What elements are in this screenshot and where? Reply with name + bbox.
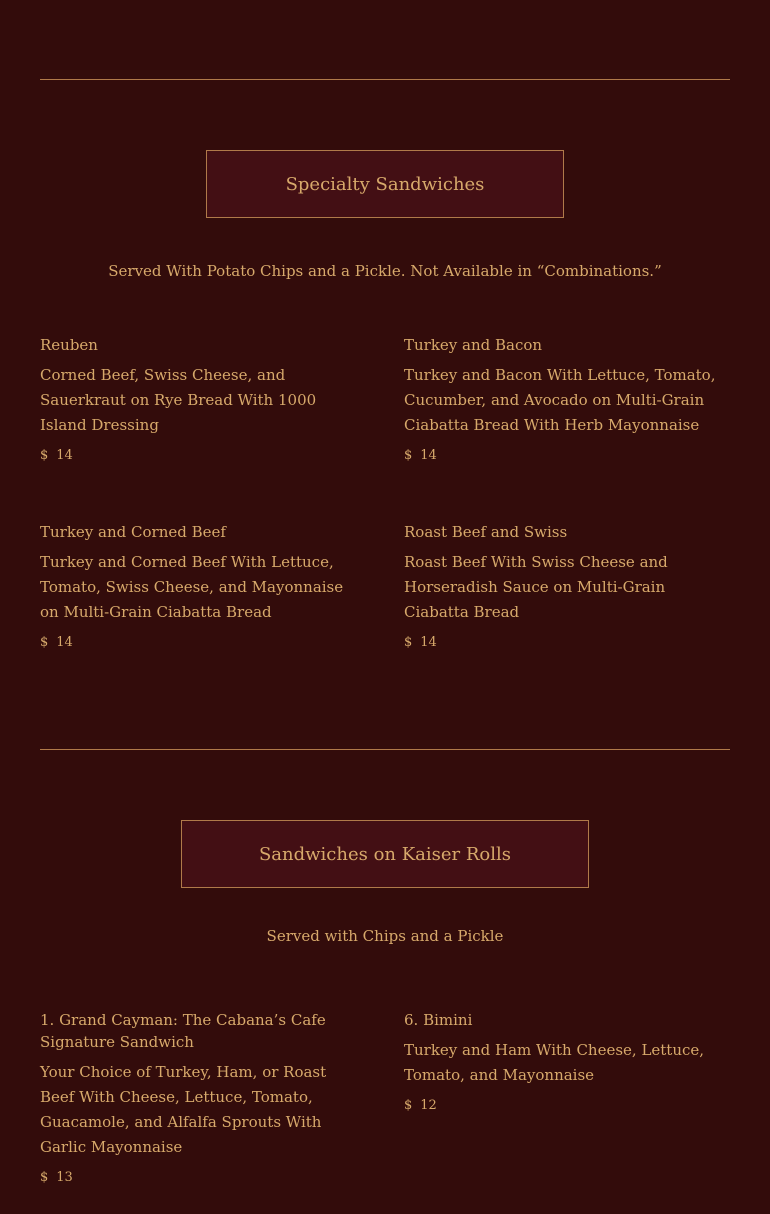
menu-item-turkey-and-bacon [404, 334, 729, 465]
section-subtitle: Served with Chips and a Pickle [266, 927, 504, 945]
item-price [40, 1169, 365, 1187]
currency-symbol: $ [40, 448, 49, 463]
menu-item-grand-cayman [40, 1009, 365, 1187]
price-value: 14 [56, 448, 73, 463]
item-description: Corned Beef, Swiss Cheese, and Sauerkraut on Rye Bread With 1000 Island Dressing [40, 366, 317, 434]
item-name: 6. Bimini [404, 1011, 473, 1029]
item-name: Turkey and Bacon [404, 336, 543, 354]
item-price [404, 447, 729, 465]
item-description: Roast Beef With Swiss Cheese and Horseradish Sauce on Multi-Grain Ciabatta Bread [404, 553, 668, 621]
item-description: Turkey and Bacon With Lettuce, Tomato, Cucumber, and Avocado on Multi-Grain Ciabatta Bread With Herb Mayonnaise [404, 366, 716, 434]
price-value: 13 [56, 1170, 73, 1185]
price-value: 14 [56, 635, 73, 650]
item-price [40, 447, 365, 465]
section-divider [40, 79, 730, 80]
section-title-specialty-sandwiches [206, 150, 564, 218]
item-price [404, 634, 729, 652]
menu-item-roast-beef-and-swiss [404, 521, 729, 652]
currency-symbol: $ [404, 635, 413, 650]
item-description: Turkey and Ham With Cheese, Lettuce, Tomato, and Mayonnaise [404, 1041, 705, 1084]
section-divider [40, 749, 730, 750]
item-name: Turkey and Corned Beef [40, 523, 226, 541]
section-subtitle: Served With Potato Chips and a Pickle. Not Available in “Combinations.” [108, 262, 662, 280]
currency-symbol: $ [404, 448, 413, 463]
menu-item-bimini [404, 1009, 729, 1115]
currency-symbol: $ [40, 635, 49, 650]
item-description: Turkey and Corned Beef With Lettuce, Tomato, Swiss Cheese, and Mayonnaise on Multi-Grain Ciabatta Bread [40, 553, 344, 621]
item-price [40, 634, 365, 652]
item-name: Reuben [40, 336, 98, 354]
item-name: 1. Grand Cayman: The Cabana’s Cafe Signature Sandwich [40, 1011, 326, 1051]
item-description: Your Choice of Turkey, Ham, or Roast Beef With Cheese, Lettuce, Tomato, Guacamole, and Alfalfa Sprouts With Garlic Mayonnaise [40, 1063, 327, 1156]
price-value: 14 [420, 635, 437, 650]
currency-symbol: $ [40, 1170, 49, 1185]
section-title-text: Specialty Sandwiches [285, 173, 485, 195]
menu-item-turkey-and-corned-beef [40, 521, 365, 652]
currency-symbol: $ [404, 1098, 413, 1113]
section-title-text: Sandwiches on Kaiser Rolls [258, 843, 512, 865]
item-name: Roast Beef and Swiss [404, 523, 568, 541]
section-title-kaiser-rolls [181, 820, 589, 888]
price-value: 12 [420, 1098, 437, 1113]
item-price [404, 1097, 729, 1115]
menu-item-reuben [40, 334, 365, 465]
price-value: 14 [420, 448, 437, 463]
